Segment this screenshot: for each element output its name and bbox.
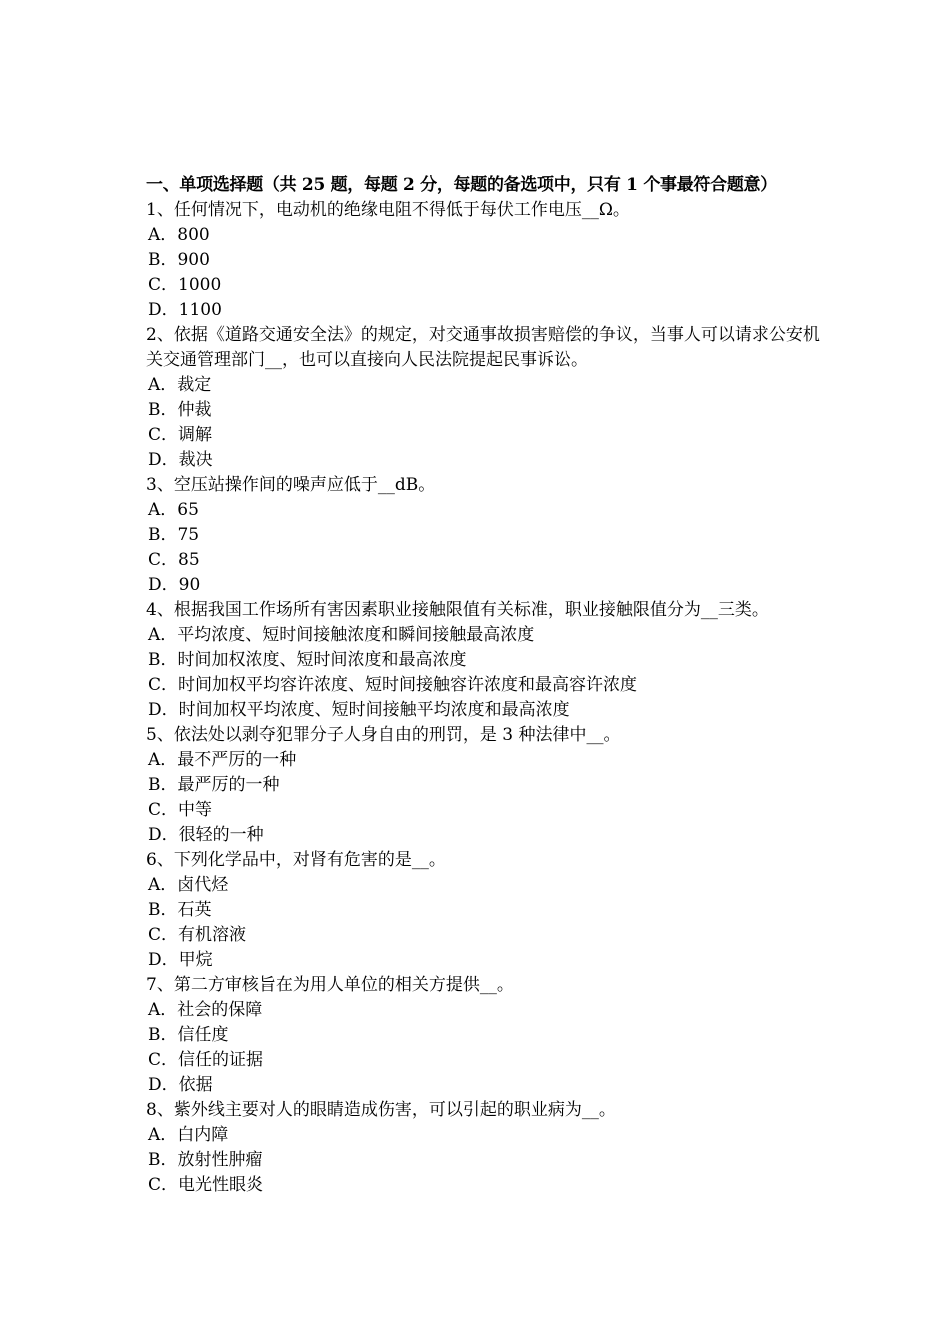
answer-option-b: B．900 [148,250,210,270]
answer-option-d: D．依据 [148,1075,213,1095]
question-text: 7、第二方审核旨在为用人单位的相关方提供__。 [146,975,514,995]
answer-option-a: A．卤代烃 [148,875,229,895]
question-8 [146,1098,826,1198]
answer-option-c: C．有机溶液 [148,925,247,945]
answer-option-d: D．裁决 [148,450,213,470]
question-text: 1、任何情况下，电动机的绝缘电阻不得低于每伏工作电压__Ω。 [146,200,630,220]
answer-option-b: B．时间加权浓度、短时间浓度和最高浓度 [148,650,467,670]
answer-option-b: B．75 [148,525,200,545]
answer-option-b: B．仲裁 [148,400,212,420]
question-5 [146,723,826,848]
answer-option-d: D．时间加权平均浓度、短时间接触平均浓度和最高浓度 [148,700,570,720]
answer-option-d: D．很轻的一种 [148,825,264,845]
answer-option-c: C．1000 [148,275,222,295]
question-4 [146,598,826,723]
answer-option-a: A．裁定 [148,375,212,395]
answer-option-c: C．调解 [148,425,213,445]
section-heading: 一、单项选择题（共 25 题，每题 2 分，每题的备选项中，只有 1 个事最符合题意） [146,175,777,195]
answer-option-a: A．800 [148,225,210,245]
answer-option-a: A．社会的保障 [148,1000,263,1020]
answer-option-a: A．65 [148,500,199,520]
answer-option-b: B．石英 [148,900,212,920]
question-text: 6、下列化学品中，对肾有危害的是__。 [146,850,446,870]
answer-option-c: C．85 [148,550,200,570]
answer-option-b: B．放射性肿瘤 [148,1150,263,1170]
question-7 [146,973,826,1098]
question-text: 8、紫外线主要对人的眼睛造成伤害，可以引起的职业病为__。 [146,1100,616,1120]
page-content [146,173,826,1198]
question-text: 5、依法处以剥夺犯罪分子人身自由的刑罚，是 3 种法律中__。 [146,725,621,745]
answer-option-c: C．电光性眼炎 [148,1175,264,1195]
answer-option-d: D．90 [148,575,201,595]
question-list [146,198,826,1198]
question-text: 3、空压站操作间的噪声应低于__dB。 [146,475,436,495]
question-text: 4、根据我国工作场所有害因素职业接触限值有关标准，职业接触限值分为__三类。 [146,600,769,620]
answer-option-a: A．平均浓度、短时间接触浓度和瞬间接触最高浓度 [148,625,535,645]
question-text: 2、依据《道路交通安全法》的规定，对交通事故损害赔偿的争议，当事人可以请求公安机关交通管理部门__，也可以直接向人民法院提起民事诉讼。 [146,325,820,370]
answer-option-a: A．最不严厉的一种 [148,750,297,770]
question-6 [146,848,826,973]
question-2 [146,323,826,473]
question-3 [146,473,826,598]
answer-option-c: C．中等 [148,800,213,820]
answer-option-c: C．信任的证据 [148,1050,264,1070]
answer-option-b: B．最严厉的一种 [148,775,280,795]
answer-option-a: A．白内障 [148,1125,229,1145]
answer-option-b: B．信任度 [148,1025,229,1045]
question-1 [146,198,826,323]
answer-option-d: D．甲烷 [148,950,213,970]
answer-option-d: D．1100 [148,300,222,320]
answer-option-c: C．时间加权平均容许浓度、短时间接触容许浓度和最高容许浓度 [148,675,638,695]
